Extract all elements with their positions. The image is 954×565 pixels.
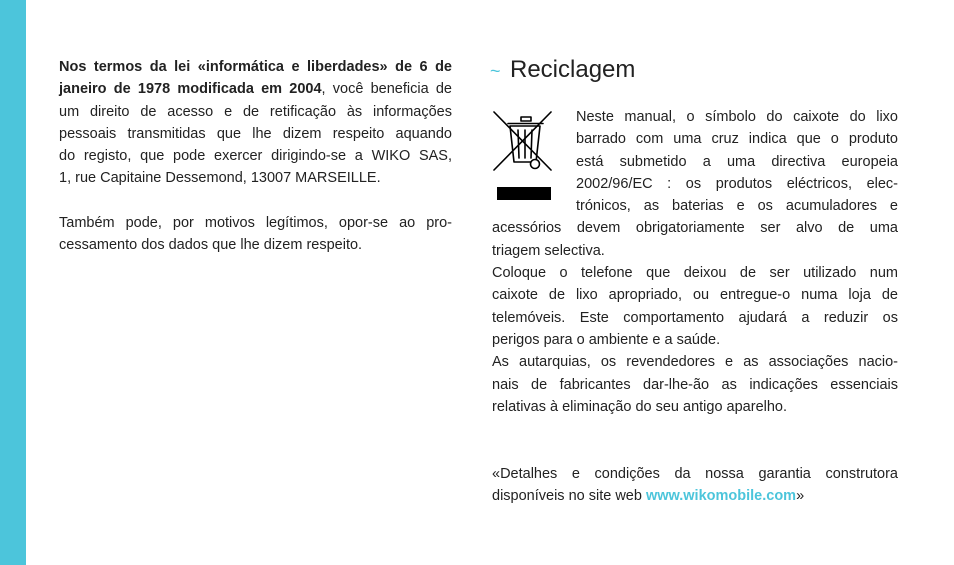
warranty-line: «Detalhes e condições da nossa garantia construtora	[492, 465, 898, 482]
objection-line: Também pode, por motivos legítimos, opor-se ao pro-	[59, 215, 452, 232]
recycling-line: Neste manual, o símbolo do caixote do lixo	[576, 109, 898, 125]
disposal-line: Coloque o telefone que deixou de ser utilizado num	[492, 265, 898, 282]
closing-quote: »	[796, 488, 805, 505]
privacy-line	[59, 78, 452, 100]
title-tilde: ~	[490, 61, 501, 81]
law-reference: janeiro de 1978 modificada em 2004	[59, 81, 322, 98]
recycling-line: triagem selectiva.	[492, 242, 605, 259]
website-link[interactable]: www.wikomobile.com	[645, 488, 797, 505]
accent-bar	[0, 0, 26, 565]
authorities-line: relativas à eliminação do seu antigo aparelho.	[492, 398, 788, 415]
section-title-text: Reciclagem	[510, 56, 636, 83]
privacy-text: , você beneficia de	[321, 81, 452, 98]
section-title	[490, 55, 635, 85]
authorities-line: nais de fabricantes dar-lhe-ão as indicações essenciais	[492, 376, 898, 393]
recycling-section	[492, 106, 898, 507]
privacy-line: 1, rue Capitaine Dessemond, 13007 MARSEILLE.	[59, 170, 381, 187]
authorities-line: As autarquias, os revendedores e as associações nacio-	[492, 354, 898, 371]
disposal-line: perigos para o ambiente e a saúde.	[492, 331, 721, 348]
privacy-notice	[59, 56, 452, 257]
privacy-line: pessoais transmitidas que lhe dizem respeito aquando	[59, 125, 452, 142]
recycling-line: acessórios devem obrigatoriamente ser alvo de uma	[492, 220, 898, 237]
warranty-line	[492, 485, 898, 507]
warranty-text: disponíveis no site web	[492, 488, 642, 505]
disposal-line: caixote de lixo apropriado, ou entregue-o numa loja de	[492, 287, 898, 304]
disposal-line: telemóveis. Este comportamento ajudará a reduzir os	[492, 309, 898, 326]
recycling-line: trónicos, as baterias e os acumuladores e	[576, 198, 898, 215]
recycling-line: está submetido a uma directiva europeia	[576, 153, 898, 170]
recycling-line: 2002/96/EC : os produtos eléctricos, elec-	[576, 175, 898, 192]
objection-line: cessamento dos dados que lhe dizem respeito.	[59, 237, 363, 254]
privacy-line	[59, 56, 452, 78]
privacy-line: do registo, que pode exercer dirigindo-se a WIKO SAS,	[59, 148, 452, 165]
recycling-line: barrado com uma cruz indica que o produto	[576, 131, 898, 148]
privacy-line: um direito de acesso e de retificação às informações	[59, 103, 452, 120]
law-reference: Nos termos da lei «informática e liberdades» de 6 de	[59, 59, 452, 75]
